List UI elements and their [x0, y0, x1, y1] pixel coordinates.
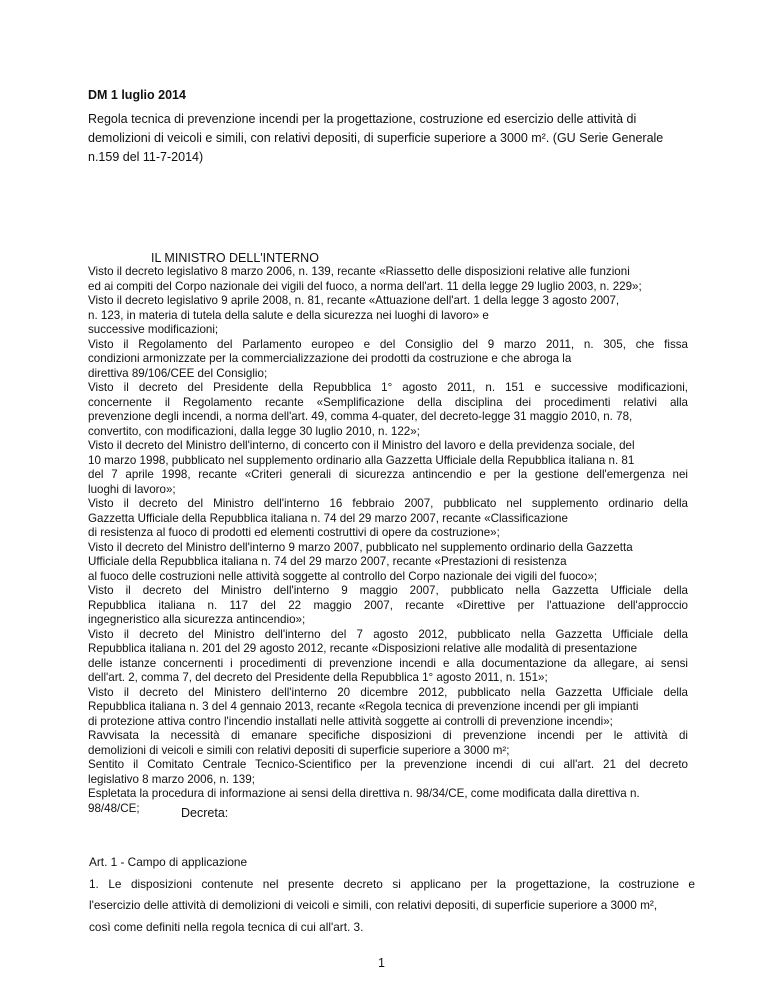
subtitle-line: Regola tecnica di prevenzione incendi per la progettazione, costruzione ed esercizio delle attività di	[88, 112, 637, 126]
recital-line: direttiva 89/106/CEE del Consiglio;	[88, 366, 268, 380]
subtitle-line: demolizioni di veicoli e simili, con relativi depositi, di superficie superiore a 3000 m². (GU Serie Generale	[88, 131, 664, 145]
recital-line: Gazzetta Ufficiale della Repubblica italiana n. 74 del 29 marzo 2007, recante «Classificazione	[88, 511, 568, 525]
recital-line: ingegneristico alla sicurezza antincendio»;	[88, 613, 306, 626]
recital-line: n. 123, in materia di tutela della salute e della sicurezza nei luoghi di lavoro» e	[88, 308, 489, 322]
page-number: 1	[378, 956, 385, 970]
recital-line: Visto il decreto del Presidente della Repubblica 1° agosto 2011, n. 151 e successive modificazioni,	[88, 381, 688, 394]
recital-line: 10 marzo 1998, pubblicato nel supplemento ordinario alla Gazzetta Ufficiale della Repubblica italiana n. 81	[88, 453, 635, 467]
recital-line: del 7 aprile 1998, recante «Criteri generali di sicurezza antincendio e per la gestione dell'emergenza nei	[88, 468, 688, 481]
recital-line: Visto il decreto del Ministro dell'interno 9 marzo 2007, pubblicato nel supplemento ordinario della Gazzetta	[88, 540, 633, 554]
recital-line: ed ai compiti del Corpo nazionale dei vigili del fuoco, a norma dell'art. 11 della legge 29 luglio 2003, n. 229»;	[88, 279, 642, 293]
recital-line: legislativo 8 marzo 2006, n. 139;	[88, 772, 255, 786]
recital-line: Visto il decreto del Ministro dell'interno 16 febbraio 2007, pubblicato nel supplemento ordinario della	[88, 497, 688, 510]
document-title: DM 1 luglio 2014	[88, 88, 186, 102]
document-subtitle	[88, 110, 698, 167]
recital-line: Visto il decreto del Ministro dell'interno 9 maggio 2007, pubblicato nella Gazzetta Ufficiale della	[88, 584, 688, 597]
recital-line: condizioni armonizzate per la commercializzazione dei prodotti da costruzione e che abroga la	[88, 352, 572, 365]
recital-line: 98/48/CE;	[88, 801, 140, 815]
recital-line: al fuoco delle costruzioni nelle attività soggette al controllo del Corpo nazionale dei vigili del fuoco»;	[88, 569, 598, 583]
recital-line: prevenzione degli incendi, a norma dell'art. 49, comma 4-quater, del decreto-legge 31 maggio 2010, n. 78,	[88, 410, 633, 423]
recital-line: dell'art. 2, comma 7, del decreto del Presidente della Repubblica 1° agosto 2011, n. 151»;	[88, 671, 548, 684]
article-line: così come definiti nella regola tecnica di cui all'art. 3.	[89, 919, 364, 934]
recital-line: Espletata la procedura di informazione ai sensi della direttiva n. 98/34/CE, come modificata dalla direttiva n.	[88, 787, 640, 800]
recital-line: Ufficiale della Repubblica italiana n. 74 del 29 marzo 2007, recante «Prestazioni di resistenza	[88, 555, 567, 568]
recitals-block	[88, 265, 688, 816]
recital-line: demolizioni di veicoli e simili con relativi depositi di superficie superiore a 3000 m²;	[88, 743, 510, 757]
recital-line: Visto il decreto del Ministero dell'interno 20 dicembre 2012, pubblicato nella Gazzetta Ufficiale della	[88, 685, 688, 699]
recital-line: convertito, con modificazioni, dalla legge 30 luglio 2010, n. 122»;	[88, 424, 420, 438]
decreta-heading: Decreta:	[181, 806, 229, 820]
recital-line: Visto il decreto del Ministro dell'interno, di concerto con il Ministro del lavoro e della previdenza sociale, del	[88, 439, 635, 452]
minister-heading: IL MINISTRO DELL'INTERNO	[151, 251, 319, 265]
recital-line: luoghi di lavoro»;	[88, 482, 176, 496]
article-title: Art. 1 - Campo di applicazione	[89, 855, 248, 869]
recital-line: Visto il decreto legislativo 9 aprile 2008, n. 81, recante «Attuazione dell'art. 1 della legge 3 agosto 2007,	[88, 294, 620, 307]
recital-line: delle istanze concernenti i procedimenti di prevenzione incendi e alla documentazione da allegare, ai sensi	[88, 656, 688, 670]
subtitle-line: n.159 del 11-7-2014)	[88, 150, 204, 164]
recital-line: concernente il Regolamento recante «Semplificazione della disciplina dei procedimenti relativi alla	[88, 395, 688, 409]
recital-line: Repubblica italiana n. 201 del 29 agosto 2012, recante «Disposizioni relative alle modalità di presentazione	[88, 642, 638, 655]
recital-line: Visto il decreto del Ministro dell'interno del 7 agosto 2012, pubblicato nella Gazzetta Ufficiale della	[88, 627, 688, 641]
recital-line: successive modificazioni;	[88, 323, 219, 336]
recital-line: Visto il decreto legislativo 8 marzo 2006, n. 139, recante «Riassetto delle disposizioni relative alle funzioni	[88, 265, 630, 278]
recital-line: di resistenza al fuoco di prodotti ed elementi costruttivi di opere da costruzione»;	[88, 526, 500, 539]
recital-line: Repubblica italiana n. 3 del 4 gennaio 2013, recante «Regola tecnica di prevenzione incendi per gli impianti	[88, 700, 639, 713]
recital-line: di protezione attiva contro l'incendio installati nelle attività soggette ai controlli di prevenzione incendi»;	[88, 714, 613, 728]
article-1	[89, 852, 695, 938]
article-line: l'esercizio delle attività di demolizioni di veicoli e simili, con relativi depositi, di superficie superiore a 3000 m²,	[89, 898, 658, 912]
recital-line: Visto il Regolamento del Parlamento europeo e del Consiglio del 9 marzo 2011, n. 305, che fissa	[88, 337, 688, 351]
recital-line: Ravvisata la necessità di emanare specifiche disposizioni di prevenzione incendi per le attività di	[88, 729, 688, 742]
recital-line: Sentito il Comitato Centrale Tecnico-Scientifico per la prevenzione incendi di cui all'art. 21 del decreto	[88, 758, 688, 771]
recital-line: Repubblica italiana n. 117 del 22 maggio 2007, recante «Direttive per l'attuazione dell'approccio	[88, 598, 688, 612]
article-line: 1. Le disposizioni contenute nel presente decreto si applicano per la progettazione, la costruzione e	[89, 876, 695, 891]
